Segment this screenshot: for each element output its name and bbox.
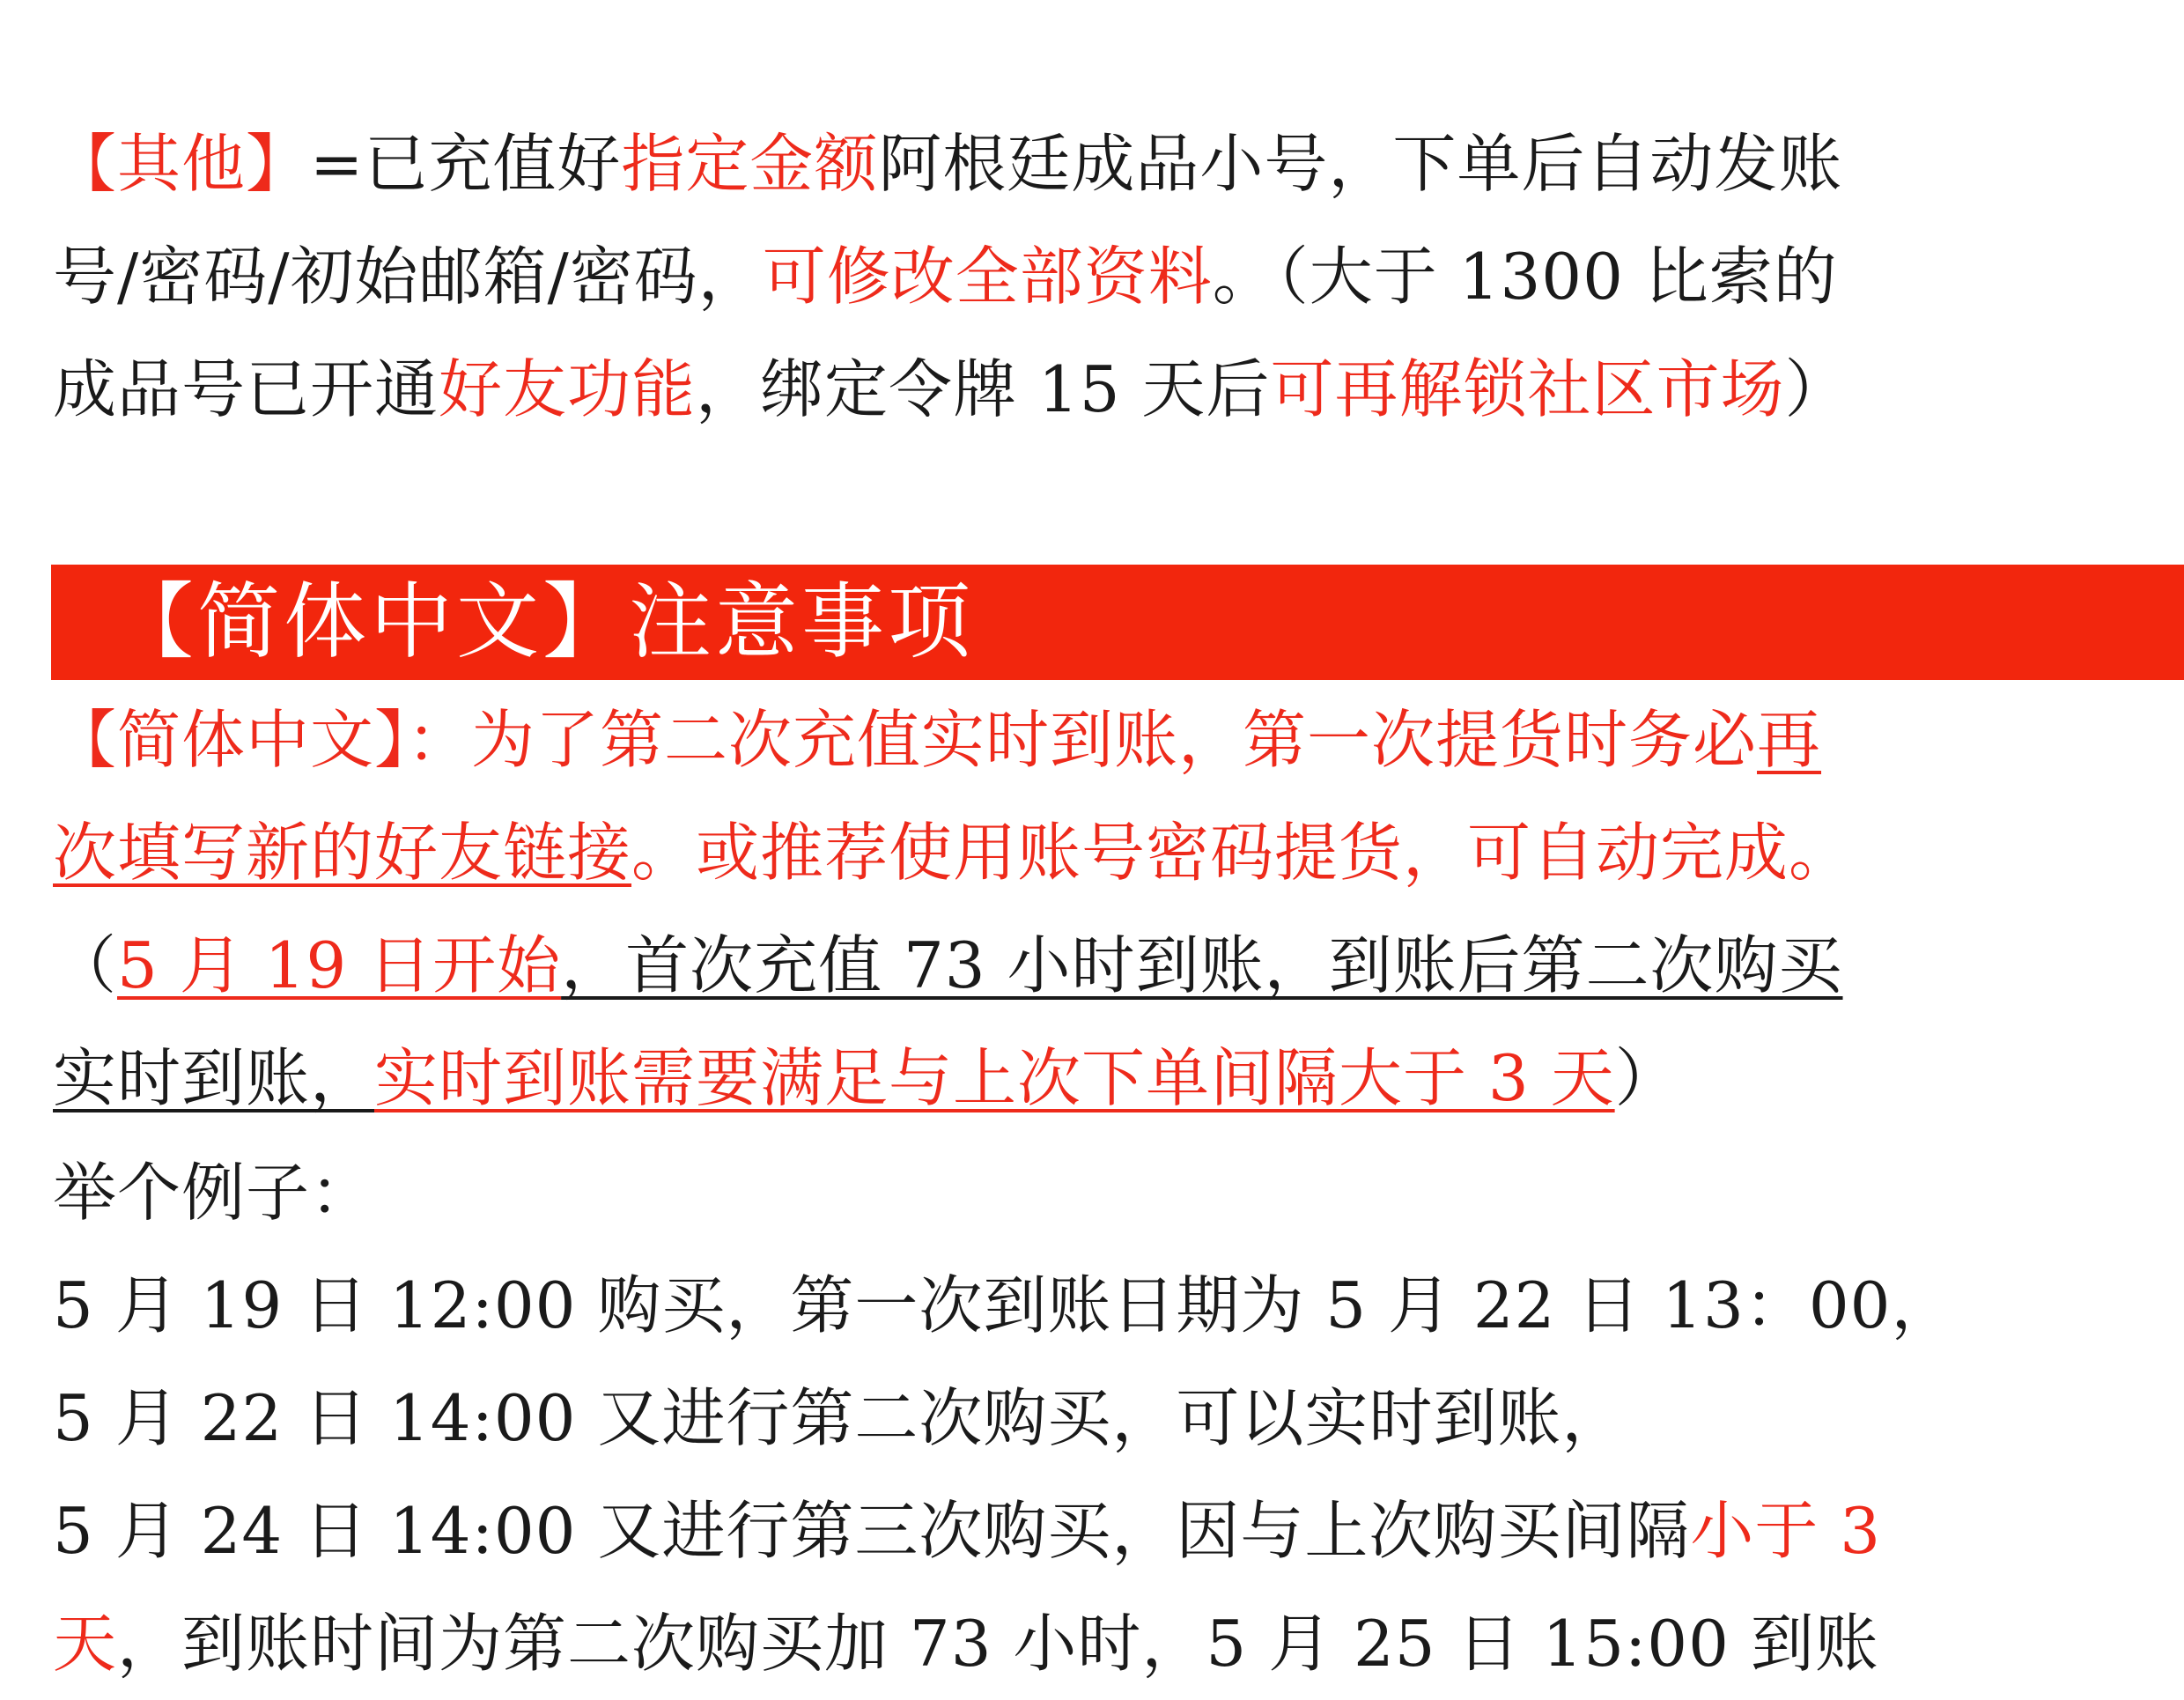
example-line-4 (53, 1587, 1879, 1700)
other-line-2 (53, 220, 1867, 333)
notice-line-2 (53, 796, 1867, 909)
other-line-1 (53, 107, 1867, 220)
notice-underlined: ，首次充值 73 小时到账，到账后第二次购买 (561, 928, 1843, 1002)
notice-text: 。或推荐使用账号密码提货，可自动完成。 (631, 816, 1854, 890)
notice-text: 【简体中文】：为了第二次充值实时到账，第一次提货时务必 (53, 703, 1758, 777)
section-heading-bar (51, 565, 2184, 680)
section-heading-title: 【简体中文】注意事项 (111, 574, 975, 670)
other-highlight: 好友功能 (439, 352, 697, 426)
example-line-2: 5 月 22 日 14:00 又进行第二次购买，可以实时到账， (53, 1381, 1627, 1455)
notice-line-4 (53, 1022, 1867, 1135)
notice-section (53, 684, 1867, 1135)
notice-paren: ） (1614, 1041, 1679, 1115)
notice-condition-underlined: 实时到账需要满足与上次下单间隔大于 3 天 (374, 1041, 1615, 1115)
other-text: ） (1784, 352, 1849, 426)
example-title: 举个例子： (53, 1156, 375, 1230)
other-text: 。（大于 1300 比索的 (1212, 240, 1838, 314)
example-line-1: 5 月 19 日 12:00 购买，第一次到账日期为 5 月 22 日 13：00， (53, 1268, 1956, 1342)
example-text: 5 月 24 日 14:00 又进行第三次购买，因与上次购买间隔 (53, 1494, 1691, 1568)
example-section (53, 1136, 1956, 1700)
notice-underlined: 实时到账， (53, 1041, 375, 1115)
other-text: 号/密码/初始邮箱/密码， (53, 240, 763, 314)
example-highlight: 小于 3 (1690, 1494, 1882, 1568)
other-highlight: 可再解锁社区市场 (1270, 352, 1785, 426)
other-text: 成品号已开通 (53, 352, 439, 426)
notice-date-underlined: 5 月 19 日开始 (117, 928, 562, 1002)
other-text: 阿根廷成品小号，下单后自动发账 (878, 127, 1843, 201)
notice-line-1 (53, 684, 1867, 796)
other-tag: 【其他】 (53, 127, 311, 201)
other-section (53, 107, 1867, 446)
example-highlight: 天 (53, 1607, 118, 1681)
other-line-3 (53, 333, 1867, 446)
notice-paren: （ (53, 928, 118, 1002)
other-text: ，绑定令牌 15 天后 (696, 352, 1271, 426)
other-text: =已充值好 (310, 127, 622, 201)
other-highlight: 可修改全部资料 (762, 240, 1213, 314)
notice-underlined: 次填写新的好友链接 (53, 816, 632, 890)
example-line-3 (53, 1475, 1882, 1587)
notice-underlined: 再 (1757, 703, 1822, 777)
example-text: ，到账时间为第二次购买加 73 小时，5 月 25 日 15:00 到账 (117, 1607, 1879, 1681)
other-highlight: 指定金额 (621, 127, 879, 201)
notice-line-3 (53, 909, 1867, 1022)
